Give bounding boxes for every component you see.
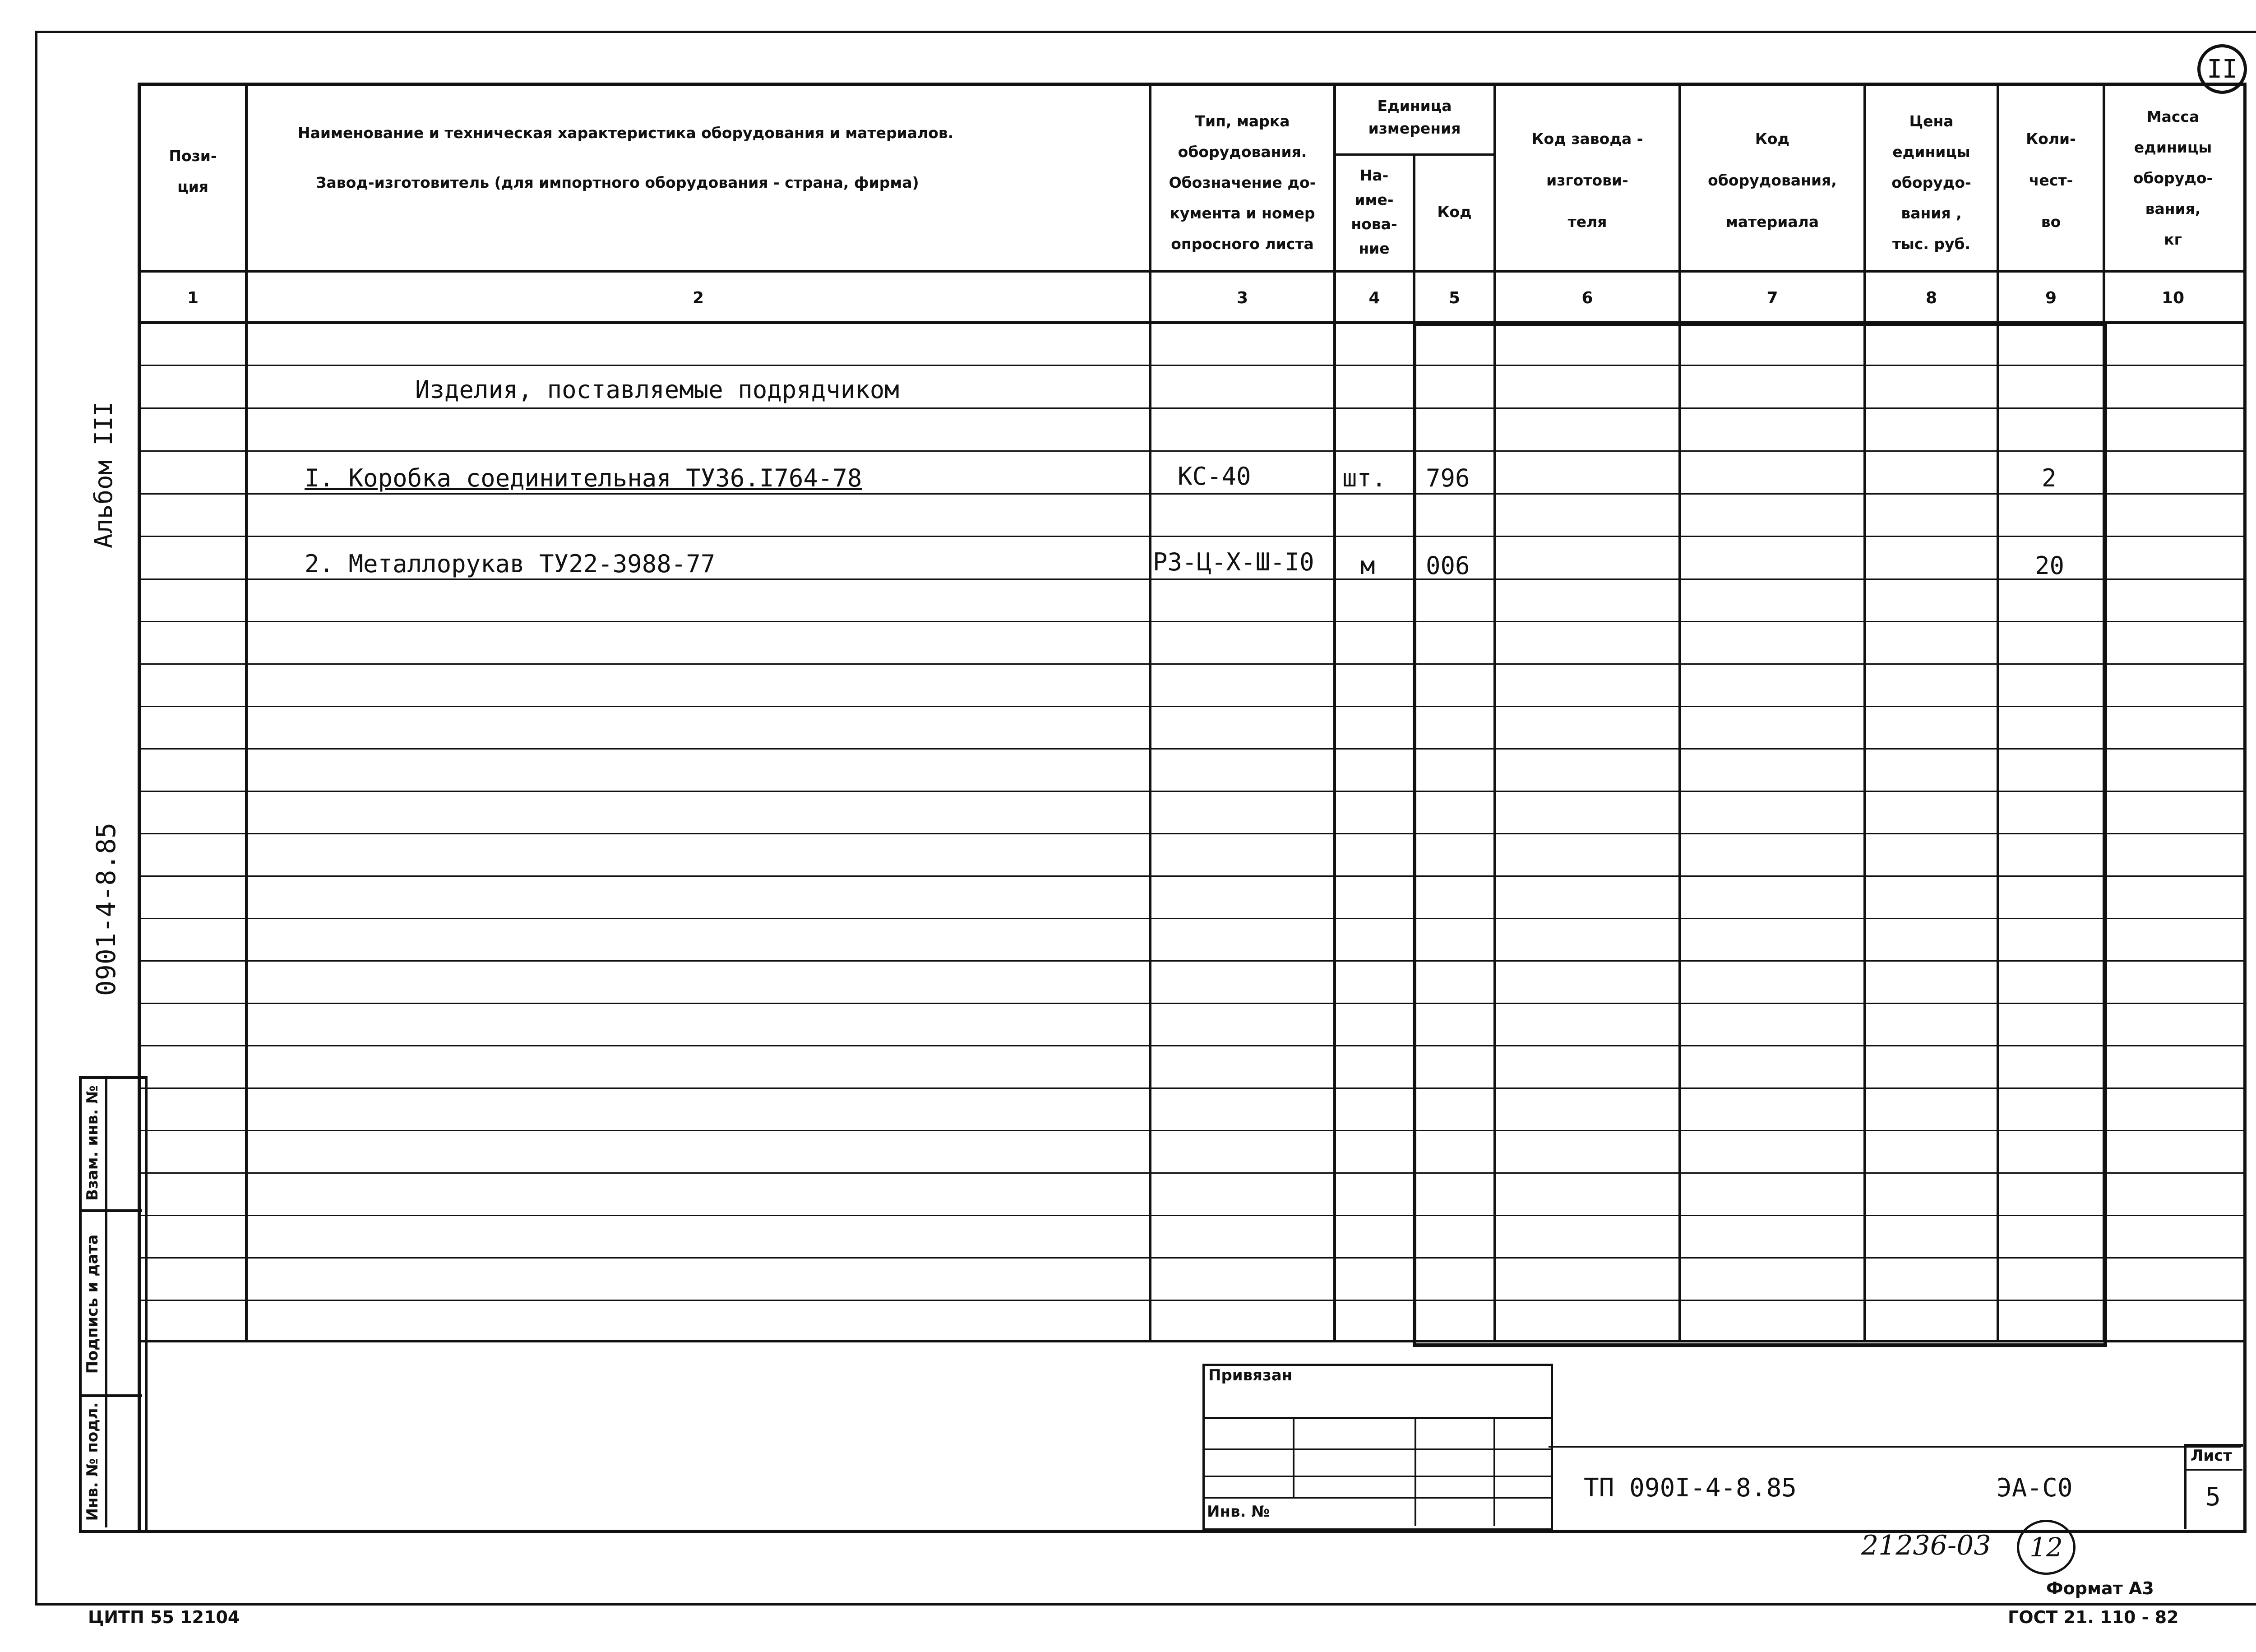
row-unit: м [1360, 551, 1375, 580]
side-stamp-line-1 [79, 1209, 142, 1212]
binding-vline-3 [1493, 1417, 1495, 1526]
col-number-7: 7 [1766, 288, 1778, 307]
col-number-1: 1 [187, 288, 199, 307]
section-title: Изделия, поставляемые подрядчиком [415, 375, 899, 404]
stamp-label-signature-date: Подпись и дата [83, 1234, 102, 1374]
stamp-label-original-inv: Инв. № подл. [83, 1402, 102, 1521]
binding-vline-1 [1293, 1417, 1294, 1497]
row-name: I. Коробка соединительная ТУ36.I764-78 [305, 464, 862, 492]
binding-line-4 [1202, 1497, 1551, 1499]
binding-vline-2 [1415, 1417, 1416, 1526]
col-number-6: 6 [1581, 288, 1593, 307]
binding-line-2 [1202, 1448, 1551, 1450]
header-factory-code: Код завода - изготови- теля [1531, 130, 1643, 231]
binding-label: Привязан [1208, 1366, 1293, 1384]
col-number-5: 5 [1448, 288, 1461, 307]
col-line-1 [245, 83, 248, 1342]
doc-code-vertical: 0901-4-8.85 [91, 822, 121, 996]
format-label: Формат А3 [2046, 1578, 2154, 1598]
handwritten-circle [2017, 1520, 2076, 1575]
row-qty: 20 [2035, 551, 2065, 580]
row-name: 2. Металлорукав ТУ22-3988-77 [305, 550, 716, 578]
header-position: Пози- ция [169, 147, 217, 195]
col-number-2: 2 [692, 288, 704, 307]
handwritten-circle-number: 12 [2029, 1532, 2063, 1563]
title-line [1549, 1446, 2241, 1448]
footer-right: ГОСТ 21. 110 - 82 [2008, 1607, 2179, 1627]
handwritten-code: 21236-03 [1861, 1530, 1991, 1561]
album-label: Альбом III [89, 401, 118, 548]
header-mass: Масса единицы оборудо- вания, кг [2133, 108, 2213, 248]
binding-line-3 [1202, 1476, 1551, 1477]
col-number-8: 8 [1925, 288, 1937, 307]
section-code: ЭА-С0 [1997, 1473, 2073, 1503]
row-type: КС-40 [1178, 462, 1251, 491]
header-equipment-code: Код оборудования, материала [1708, 130, 1837, 231]
header-quantity: Коли- чест- во [2026, 130, 2076, 231]
col-number-9: 9 [2045, 288, 2057, 307]
col-line-2 [1149, 83, 1151, 1342]
header-type: Тип, марка оборудования. Обозначение до- кумента и номер опросного листа [1169, 112, 1316, 253]
bold-box [1413, 323, 2107, 1347]
header-unit: Единица измерения [1368, 97, 1461, 137]
footer-left: ЦИТП 55 12104 [88, 1607, 240, 1627]
row-unit: шт. [1342, 464, 1387, 492]
col-number-10: 10 [2161, 288, 2185, 307]
sheet-label: Лист [2191, 1447, 2232, 1465]
row-code: 006 [1426, 551, 1470, 580]
sheet-number: 5 [2205, 1482, 2221, 1512]
stamp-label-replaced-inv: Взам. инв. № [83, 1085, 102, 1201]
inventory-label: Инв. № [1207, 1503, 1270, 1521]
sheet-marker-label: II [2207, 54, 2238, 84]
header-bottom-line [138, 270, 2245, 273]
col-number-3: 3 [1236, 288, 1248, 307]
binding-line-1 [1202, 1417, 1551, 1419]
document-code: ТП 090I-4-8.85 [1584, 1473, 1797, 1503]
row-code: 796 [1426, 464, 1470, 492]
header-name: Наименование и техническая характеристика оборудования и материалов. Завод-изготовитель (для импортного оборудования - страна, фирма) [298, 124, 954, 191]
header-unit-name: На- име- нова- ние [1351, 167, 1397, 257]
side-stamp-divider [105, 1076, 107, 1527]
header-price: Цена единицы оборудо- вания , тыс. руб. [1891, 112, 1971, 253]
header-unit-code: Код [1437, 203, 1472, 221]
col-number-4: 4 [1368, 288, 1380, 307]
row-qty: 2 [2042, 464, 2057, 492]
row-type: РЗ-Ц-Х-Ш-I0 [1153, 548, 1314, 576]
col-line-3 [1333, 83, 1336, 1342]
sheet-box-line [2184, 1469, 2242, 1471]
